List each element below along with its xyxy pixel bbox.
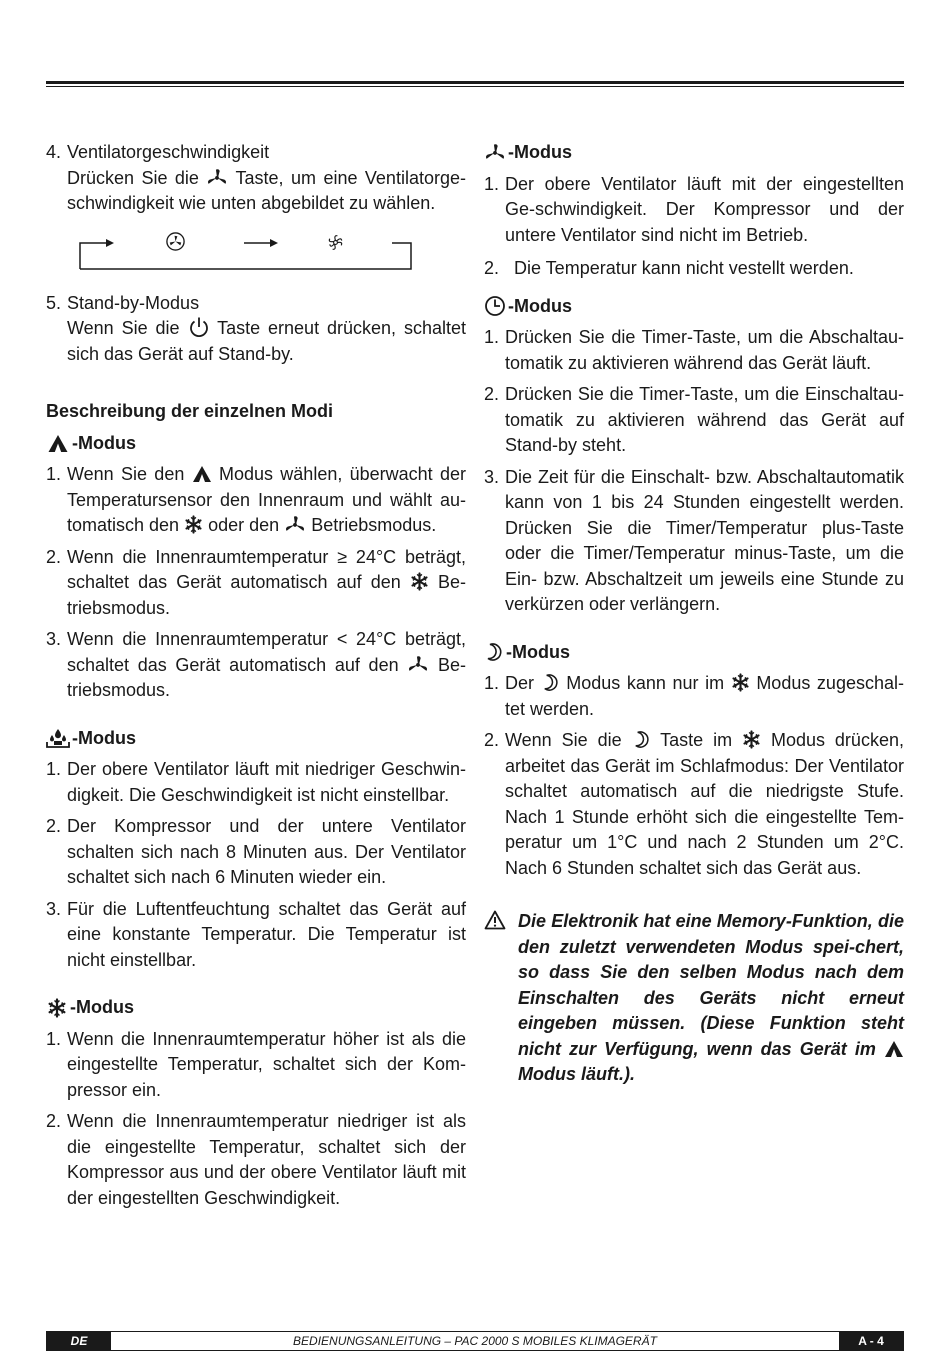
- snowflake-icon: [742, 730, 761, 749]
- list-item: 2. Wenn Sie die Taste im Modus drücken, arbeitet das Gerät im Schlafmodus: Der Ventilator schaltet automatisch auf die niedrigste Stufe. Nach 1 Stunde erhöht sich die eingestellte Tem-peratur um 1°C und nach 2 Stunden um 2°C. Nach 6 Stunden schaltet sich das Gerät aus.: [484, 730, 904, 878]
- snowflake-icon: [410, 572, 429, 591]
- item-text: Taste, um eine Ventilatorge-schwindigkeit wie unten abgebildet zu wählen.: [67, 167, 466, 213]
- snowflake-icon: [184, 515, 203, 534]
- fan-high-icon: [325, 232, 346, 253]
- auto-icon: [46, 434, 70, 453]
- power-icon: [188, 316, 210, 338]
- item-number: 5.: [46, 292, 62, 313]
- auto-icon: [884, 1040, 904, 1058]
- footer-title: BEDIENUNGSANLEITUNG – PAC 2000 S MOBILES KLIMAGERÄT: [293, 1334, 657, 1348]
- section-heading: Beschreibung der einzelnen Modi: [46, 401, 334, 421]
- item-text: Wenn Sie die: [67, 318, 180, 338]
- snowflake-icon: [46, 998, 68, 1018]
- right-column: [484, 140, 904, 1088]
- footer-language: DE: [47, 1332, 111, 1350]
- list-item: 2. Wenn die Innenraumtemperatur ≥ 24°C beträgt, schaltet das Gerät automatisch auf den Be-triebsmodus.: [46, 546, 466, 618]
- header-rule-thick: [46, 81, 904, 84]
- item-number: 4.: [46, 142, 62, 162]
- footer-page-number: A - 4: [839, 1332, 903, 1350]
- page-footer: [46, 1331, 904, 1351]
- item-title: Ventilatorgeschwindigkeit: [67, 142, 270, 162]
- list-item: 1. Wenn die Innenraumtemperatur höher ist als die eingestellte Temperatur, schaltet sich der Kom-pressor ein.: [46, 1028, 466, 1100]
- fan-speed-arrows: [78, 231, 413, 271]
- list-item: 2. Drücken Sie die Timer-Taste, um die Einschaltau-tomatik zu aktivieren während das Gerät auf Stand-by steht.: [484, 384, 904, 455]
- fan-icon: [206, 168, 228, 187]
- list-item: 1. Der obere Ventilator läuft mit niedriger Geschwin-digkeit. Die Geschwindigkeit ist nicht einstellbar.: [46, 759, 466, 805]
- header-rule-thin: [46, 86, 904, 87]
- list-item: 1. Drücken Sie die Timer-Taste, um die Abschaltau-tomatik zu aktivieren während das Gerät läuft.: [484, 327, 904, 373]
- moon-icon: [484, 642, 504, 662]
- item-standby: [46, 291, 466, 368]
- list-item: 2. Die Temperatur kann nicht vestellt werden.: [484, 258, 854, 278]
- moon-icon: [632, 730, 651, 749]
- list-item: 1. Der Modus kann nur im Modus zugeschal-tet werden.: [484, 673, 904, 719]
- item-title: Stand-by-Modus: [67, 292, 200, 313]
- fan-icon: [284, 515, 306, 534]
- warning-icon: [484, 910, 506, 930]
- memory-warning: Die Elektronik hat eine Memory-Funktion, die den zuletzt verwendeten Modus spei-chert, so dass Sie den selben Modus nach dem Einschalten des Geräts nicht erneut eingeben müssen. (Diese Funktion steht nicht zur Verfügung, wenn das Gerät im Modus läuft.).: [484, 909, 904, 1088]
- list-item: 3. Für die Luftentfeuchtung schaltet das Gerät auf eine konstante Temperatur. Die Temperatur ist nicht einstellbar.: [46, 898, 466, 970]
- fan-icon: [484, 143, 506, 162]
- item-text: Drücken Sie die: [67, 167, 199, 188]
- fan-speed-diagram: [78, 231, 413, 271]
- dehumidify-icon: [46, 728, 70, 748]
- list-item: 2. Wenn die Innenraumtemperatur niedriger ist als die eingestellte Temperatur, schaltet sich der Kompressor aus und der obere Ventilator läuft mit der eingestellten Geschwindigkeit.: [46, 1111, 466, 1208]
- dry-mode-title: -Modus: [46, 726, 466, 752]
- fan-icon: [407, 655, 429, 674]
- sleep-mode-title: -Modus: [484, 640, 904, 666]
- list-item: 3. Die Zeit für die Einschalt- bzw. Abschaltautomatik kann von 1 bis 24 Stunden eingestellt werden. Drücken Sie die Timer/Temperatur plus-Taste oder die Timer/Temperatur minus-Taste, um die Ein- bzw. Abschaltzeit um jeweils eine Stunde zu verkürzen oder verlängern.: [484, 466, 904, 614]
- list-item: 2. Der Kompressor und der untere Ventilator schalten sich nach 8 Minuten aus. Der Ventilator schaltet sich nach 6 Minuten wieder ein.: [46, 816, 466, 887]
- fan-low-icon: [165, 231, 186, 252]
- item-fan-speed: [46, 140, 466, 217]
- snowflake-icon: [731, 673, 750, 692]
- timer-mode-title: -Modus: [484, 294, 904, 320]
- left-column: [46, 140, 466, 1217]
- cool-mode-title: -Modus: [46, 995, 466, 1021]
- timer-icon: [484, 295, 506, 317]
- list-item: 1. Wenn Sie den Modus wählen, überwacht der Temperatursensor den Innenraum und wählt au-tomatisch den oder den Betriebsmodus.: [46, 464, 466, 535]
- moon-icon: [541, 673, 560, 692]
- auto-mode-title: -Modus: [46, 431, 466, 457]
- list-item: 3. Wenn die Innenraumtemperatur < 24°C beträgt, schaltet das Gerät automatisch auf den Be-triebsmodus.: [46, 629, 466, 700]
- auto-icon: [192, 465, 212, 483]
- fan-mode-title: -Modus: [484, 140, 904, 166]
- item-text: Taste erneut drücken, schaltet sich das Gerät auf Stand-by.: [67, 318, 466, 364]
- list-item: 1. Der obere Ventilator läuft mit der eingestellten Ge-schwindigkeit. Der Kompressor und der untere Ventilator sind nicht im Betrieb.: [484, 173, 904, 245]
